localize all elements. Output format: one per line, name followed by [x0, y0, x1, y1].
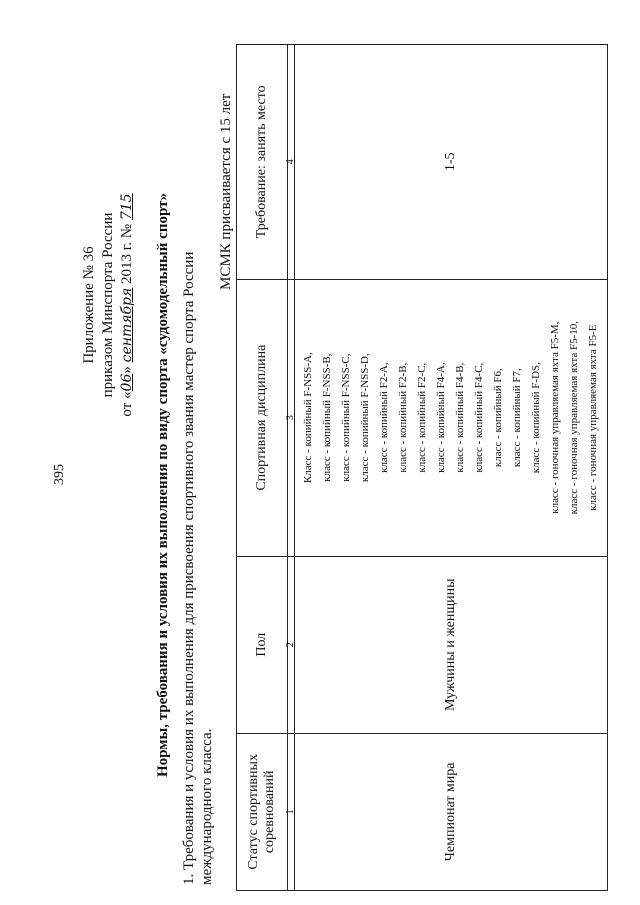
table-header-row [237, 45, 288, 891]
list-item: класс - копийный F4-A, [435, 362, 447, 473]
list-item: класс - копийный F4-C, [473, 362, 485, 473]
list-item: класс - копийный F2-A, [378, 362, 390, 473]
order-prefix: от « [119, 391, 135, 417]
header-gender: Пол [237, 556, 288, 733]
header-requirement: Требование: занять место [237, 45, 288, 280]
column-number-3: 3 [288, 279, 295, 556]
table-row [295, 45, 608, 891]
discipline-list [295, 280, 607, 556]
gender-cell: Мужчины и женщины [295, 556, 608, 733]
list-item: класс - копийный F-NSS-C, [340, 353, 352, 482]
header-discipline: Спортивная дисциплина [237, 279, 288, 556]
document-title: Нормы, требования и условия их выполнения по виду спорта «судомодельный спорт» [155, 193, 171, 777]
header-status: Статус спортивных соревнований [237, 733, 288, 890]
appendix-number: Приложение № 36 [81, 246, 97, 364]
order-number: 715 [119, 193, 135, 221]
status-cell: Чемпионат мира [295, 733, 608, 890]
order-mid: » [119, 366, 135, 374]
list-item: класс - копийный F4-B, [454, 362, 466, 473]
intro-paragraph: 1. Требования и условия их выполнения для присвоения спортивного звания мастер спорта России международного класса. [181, 251, 215, 885]
norms-table [236, 44, 608, 891]
list-item: класс - копийный F-NSS-D, [359, 353, 371, 483]
column-number-2: 2 [288, 556, 295, 733]
column-number-4: 4 [288, 45, 295, 280]
list-item: класс - копийный F-NSS-B, [321, 353, 333, 482]
page-number: 395 [52, 464, 67, 485]
appendix-order-name: приказом Минспорта России [100, 212, 116, 398]
list-item: Класс - копийный F-NSS-A, [302, 352, 314, 484]
list-item: класс - копийный F2-C, [416, 362, 428, 473]
appendix-header [80, 175, 137, 435]
order-month: сентября [119, 287, 135, 363]
list-item: класс - гоночная управляемая яхта F5-M, [549, 321, 561, 514]
list-item: класс - гоночная управляемая яхта F5-10, [568, 321, 580, 515]
order-day: 06 [119, 373, 135, 392]
column-number-1: 1 [288, 733, 295, 890]
list-item: класс - гоночная управляемая яхта F5-E [587, 324, 599, 511]
list-item: класс - копийный F7, [511, 368, 523, 468]
age-note: МСМК присваивается с 15 лет [218, 93, 234, 290]
order-year: 2013 г. № [119, 223, 135, 284]
requirement-cell: 1-5 [295, 45, 608, 280]
column-number-row [288, 45, 295, 891]
order-date-line [118, 175, 137, 435]
list-item: класс - копийный F2-B, [397, 362, 409, 473]
list-item: класс - копийный F-DS, [530, 362, 542, 474]
discipline-cell [295, 279, 608, 556]
list-item: класс - копийный F6, [492, 368, 504, 468]
